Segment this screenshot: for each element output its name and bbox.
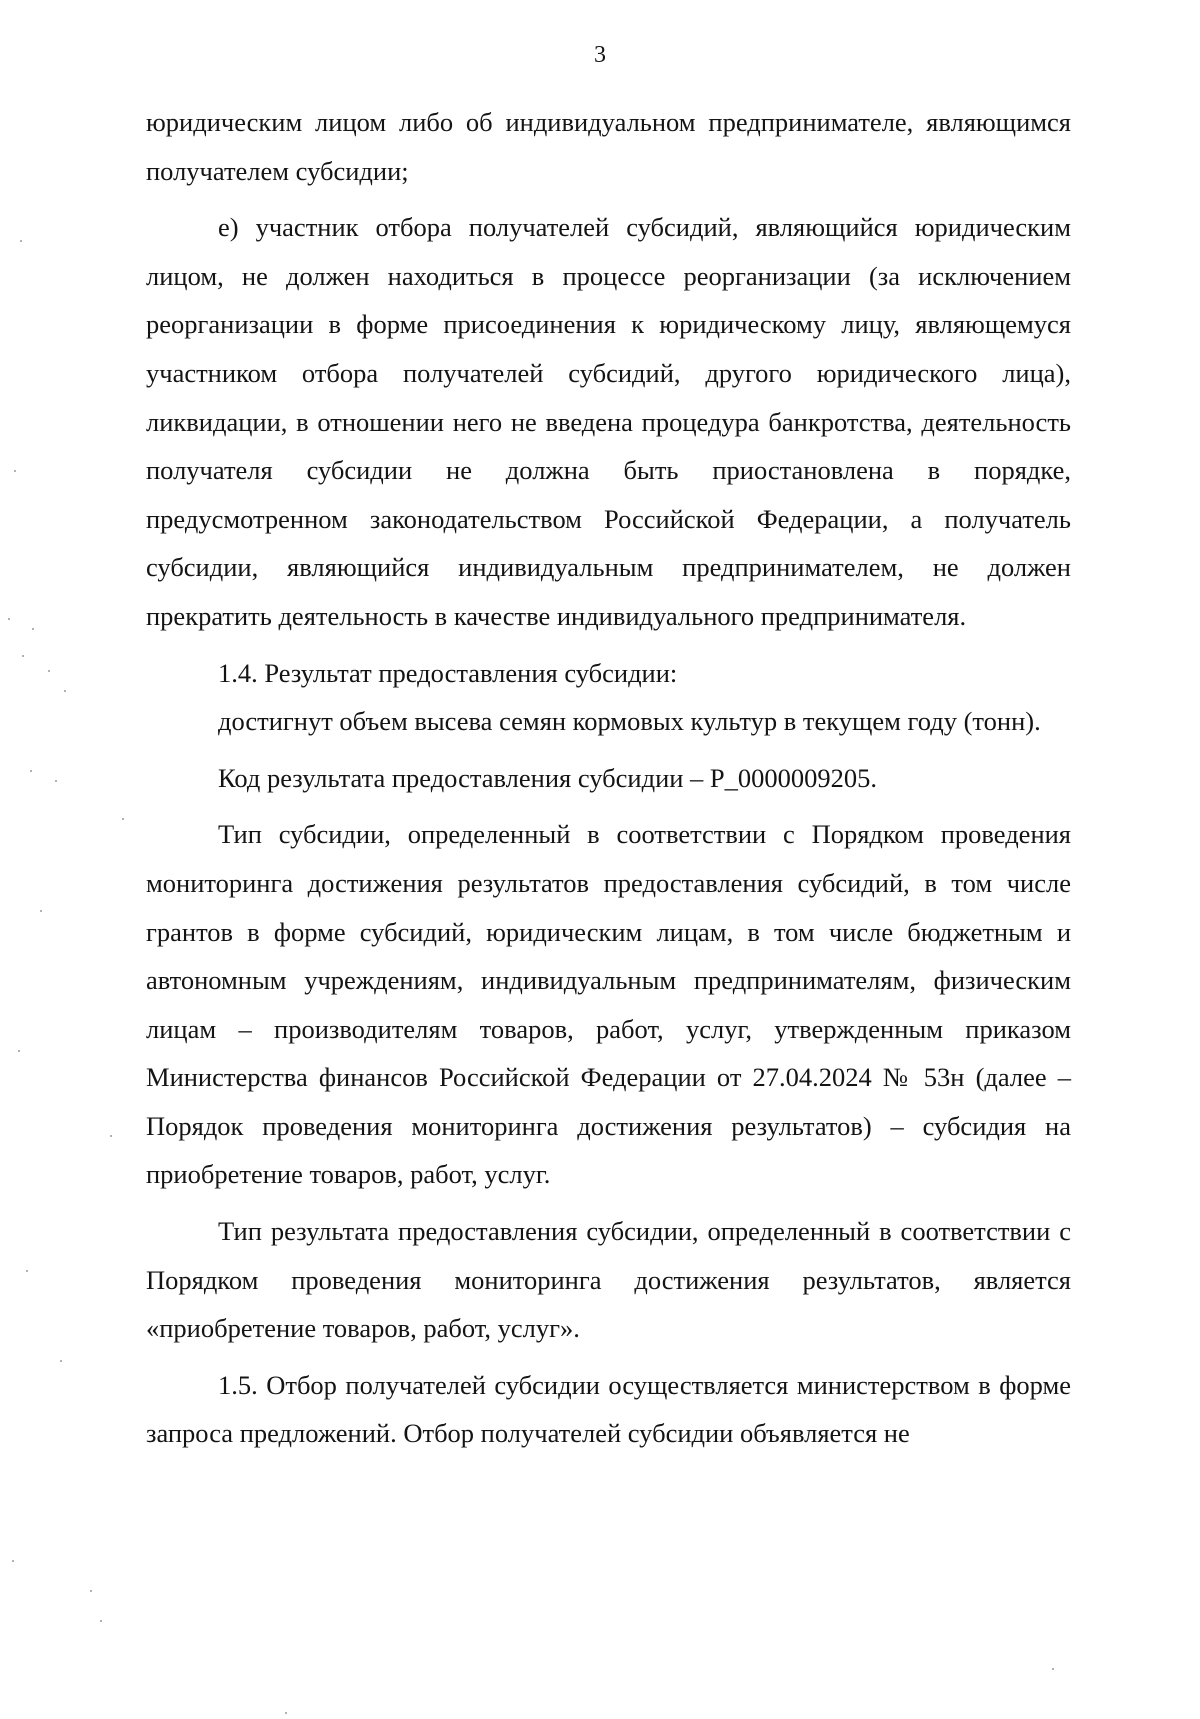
paragraph-result-type: Тип результата предоставления субсидии, определенный в соответствии с Порядком проведения мониторинга достижения результатов, является «приобретение товаров, работ, услуг».	[146, 1216, 1071, 1344]
paragraph-subsidy-type: Тип субсидии, определенный в соответствии с Порядком проведения мониторинга достижения результатов предоставления субсидий, в том числе грантов в форме субсидий, юридическим лицам, в том числе бюджетным и автономным учреждениям, индивидуальным предпринимателям, физическим лицам – производителям товаров, работ, услуг, утвержденным приказом Министерства финансов Российской Федерации от 27.04.2024 № 53н (далее – Порядок проведения мониторинга достижения результатов) – субсидия на приобретение товаров, работ, услуг.	[146, 819, 1071, 1190]
paragraph-continuation: юридическим лицом либо об индивидуальном предпринимателе, являющимся получателем субсидии;	[146, 107, 1071, 186]
paragraph-item-e: е) участник отбора получателей субсидий, являющийся юридическим лицом, не должен находиться в процессе реорганизации (за исключением реорганизации в форме присоединения к юридическому лицу, являющемуся участником отбора получателей субсидий, другого юридического лица), ликвидации, в отношении него не введена процедура банкротства, деятельность получателя субсидии не должна быть приостановлена в порядке, предусмотренном законодательством Российской Федерации, а получатель субсидии, являющийся индивидуальным предпринимателем, не должен прекратить деятельность в качестве индивидуального предпринимателя.	[146, 212, 1071, 631]
paragraph-result-code: Код результата предоставления субсидии – P_0000009205.	[218, 762, 878, 793]
section-heading-1-4: 1.4. Результат предоставления субсидии:	[218, 657, 678, 688]
paragraph-section-1-5: 1.5. Отбор получателей субсидии осуществляется министерством в форме запроса предложений. Отбор получателей субсидии объявляется не	[146, 1369, 1071, 1449]
document-body	[146, 98, 1071, 1458]
paragraph-result: достигнут объем высева семян кормовых культур в текущем году (тонн).	[218, 706, 1041, 737]
page-number: 3	[594, 42, 606, 68]
